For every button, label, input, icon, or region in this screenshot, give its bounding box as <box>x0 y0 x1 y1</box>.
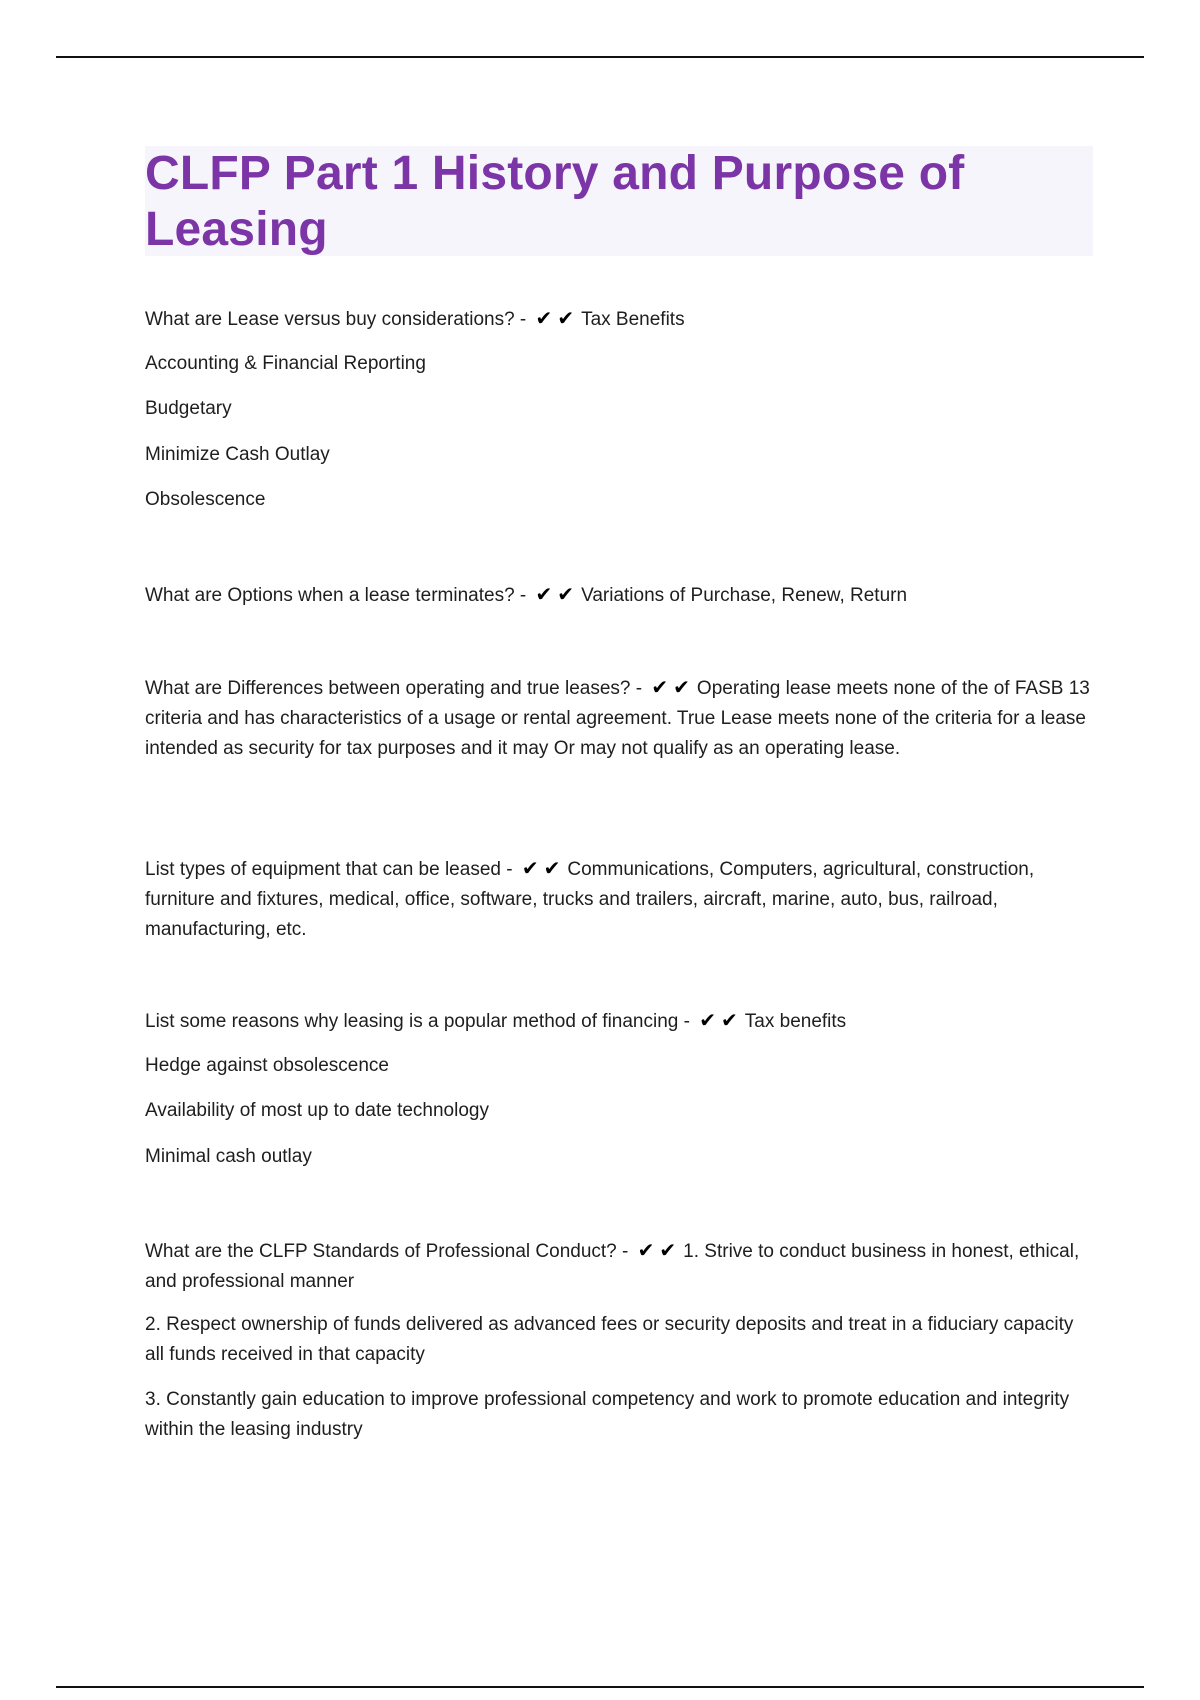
list-item: Accounting & Financial Reporting <box>145 353 426 374</box>
qa-item-5-question-line <box>145 1005 1095 1037</box>
double-check-icon: ✔✔ <box>535 582 580 606</box>
list-item: Minimize Cash Outlay <box>145 444 330 465</box>
answer-text: Tax Benefits <box>581 309 685 330</box>
list-item: Obsolescence <box>145 489 266 510</box>
question-text: What are Options when a lease terminates? - <box>145 585 527 606</box>
list-item: Hedge against obsolescence <box>145 1055 390 1076</box>
question-text: List some reasons why leasing is a popular method of financing - <box>145 1011 690 1032</box>
question-text: What are Differences between operating and true leases? - <box>145 678 643 699</box>
answer-text: 1. Strive to conduct business in honest, ethical, and professional manner <box>145 1241 1080 1292</box>
answer-text: Operating lease meets none of the of FASB 13 criteria and has characteristics of a usage or rental agreement. True Lease meets none of the criteria for a lease intended as security for tax purposes and it may Or may not qualify as an operating lease. <box>145 678 1090 759</box>
double-check-icon: ✔✔ <box>535 306 580 330</box>
list-item: Availability of most up to date technology <box>145 1100 489 1121</box>
double-check-icon: ✔✔ <box>651 675 695 699</box>
qa-item-1-question-line <box>145 303 1095 335</box>
question-text: What are Lease versus buy considerations? - <box>145 309 527 330</box>
qa-item-4-paragraph <box>145 853 1090 945</box>
double-check-icon: ✔✔ <box>637 1238 682 1262</box>
document-title: CLFP Part 1 History and Purpose of Leasing <box>145 147 965 256</box>
answer-text: Communications, Computers, agricultural, construction, furniture and fixtures, medical, office, software, trucks and trailers, aircraft, marine, auto, bus, railroad, manufacturing, etc. <box>145 859 1035 940</box>
question-text: What are the CLFP Standards of Professional Conduct? - <box>145 1241 629 1262</box>
list-item: 3. Constantly gain education to improve professional competency and work to promote education and integrity within the leasing industry <box>145 1389 1070 1440</box>
list-item: 2. Respect ownership of funds delivered as advanced fees or security deposits and treat in a fiduciary capacity all funds received in that capacity <box>145 1314 1074 1365</box>
title-banner <box>145 146 1093 256</box>
answer-text: Variations of Purchase, Renew, Return <box>581 585 908 606</box>
double-check-icon: ✔✔ <box>699 1008 743 1032</box>
list-item: Budgetary <box>145 398 232 419</box>
qa-item-2-question-line <box>145 579 1095 611</box>
qa-item-6-paragraph <box>145 1235 1090 1297</box>
list-item: Minimal cash outlay <box>145 1146 312 1167</box>
footer-rule <box>56 1686 1144 1688</box>
answer-text: Tax benefits <box>744 1011 847 1032</box>
question-text: List types of equipment that can be leased - <box>145 859 513 880</box>
header-rule <box>56 56 1144 58</box>
qa-item-3-paragraph <box>145 672 1090 764</box>
double-check-icon: ✔✔ <box>521 856 566 880</box>
